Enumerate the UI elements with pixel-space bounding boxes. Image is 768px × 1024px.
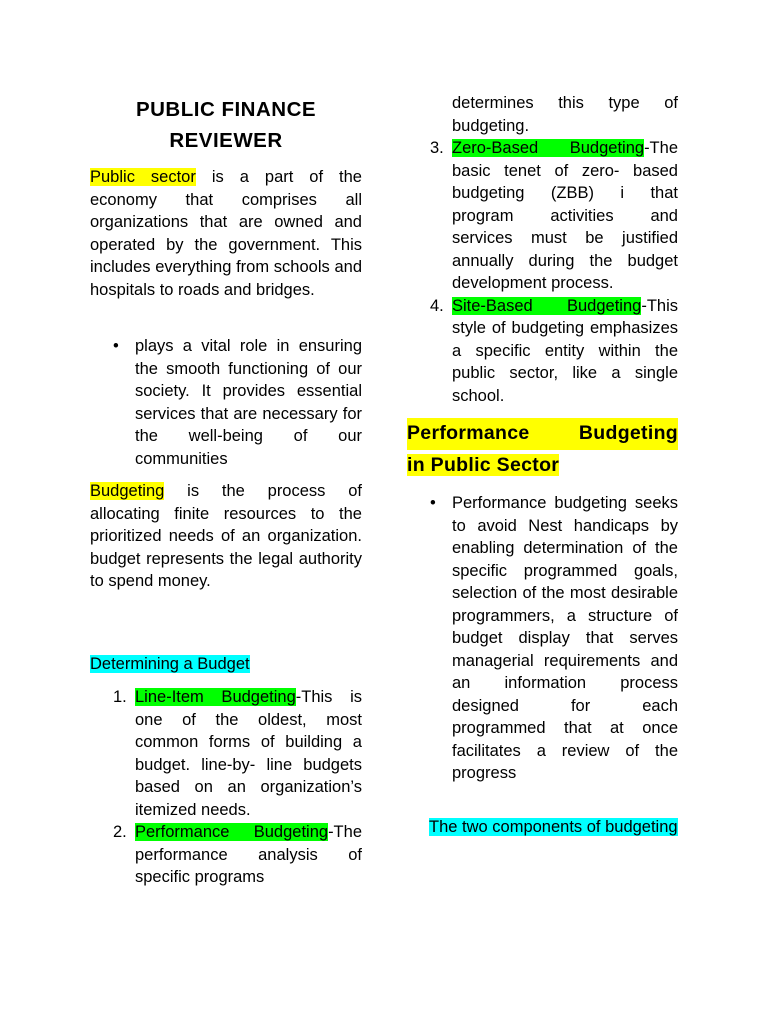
- title-line-2: REVIEWER: [169, 129, 283, 152]
- budget-types-list-left: [113, 686, 362, 889]
- item-number: 1.: [113, 688, 127, 706]
- components-heading: [429, 816, 678, 839]
- bullet-text: Performance budgeting seeks to avoid Nest handicaps by enabling determination of the specific programmed goals, selection of the most desirable programmers, a structure of budget display that serves managerial requirements and an information process designed for each programmed that at once facilitates a review of the progress: [452, 494, 678, 782]
- item-text: [452, 137, 678, 295]
- heading-line-2-text: in Public Sector: [407, 453, 560, 476]
- item-description: -The basic tenet of zero- based budgeting (ZBB) i that program activities and services must be justified annually during the budget development process.: [452, 139, 678, 292]
- public-sector-text: is a part of the economy that comprises all organizations that are owned and operated by the government. This includes everything from schools and hospitals to roads and bridges.: [90, 168, 362, 299]
- public-sector-bullets: [113, 335, 362, 470]
- heading-line-1-text: Performance Budgeting: [407, 418, 678, 450]
- heading-line-2: [407, 450, 678, 482]
- item-description: -This is one of the oldest, most common forms of building a budget. line-by- line budgets based on an organization’s itemized needs.: [135, 688, 362, 819]
- bullet-dot-icon: •: [430, 494, 436, 512]
- budgeting-term: Budgeting: [90, 482, 165, 500]
- heading-line-1: [407, 418, 678, 450]
- public-sector-paragraph: [90, 166, 362, 301]
- item-term: Performance Budgeting: [135, 823, 329, 841]
- item-text: [135, 686, 362, 821]
- determining-budget-heading: [90, 653, 250, 676]
- components-text: The two components of budgeting: [429, 818, 678, 836]
- list-item: [430, 492, 678, 785]
- item-description: -The performance analysis of specific programs: [135, 823, 362, 886]
- list-item: [113, 686, 362, 821]
- document-title: [90, 94, 362, 156]
- item-text: [135, 821, 362, 889]
- determining-budget-label: Determining a Budget: [90, 655, 250, 673]
- list-item: [430, 137, 678, 295]
- item-text: [452, 295, 678, 408]
- budgeting-text: is the process of allocating finite resources to the prioritized needs of an organization. budget represents the legal authority to spend money.: [90, 482, 362, 590]
- bullet-dot-icon: •: [113, 337, 119, 355]
- item-number: 2.: [113, 823, 127, 841]
- list-item: [113, 335, 362, 470]
- bullet-text: plays a vital role in ensuring the smooth functioning of our society. It provides essential services that are necessary for the well-being of our communities: [135, 337, 362, 468]
- list-item: [113, 821, 362, 889]
- item-term: Zero-Based Budgeting: [452, 139, 645, 157]
- budgeting-paragraph: [90, 480, 362, 593]
- title-line-1: PUBLIC FINANCE: [135, 98, 317, 121]
- budget-types-list-right: [430, 137, 678, 407]
- continuation-text: determines this type of budgeting.: [452, 94, 678, 135]
- item-number: 3.: [430, 139, 444, 157]
- performance-budgeting-heading: [407, 418, 678, 481]
- list-item: [430, 295, 678, 408]
- item-description: -This style of budgeting emphasizes a specific entity within the public sector, like a single school.: [452, 296, 678, 405]
- item-term: Site-Based Budgeting: [452, 296, 642, 315]
- item-number: 4.: [430, 296, 444, 315]
- public-sector-term: Public sector: [90, 168, 196, 186]
- item-term: Line-Item Budgeting: [135, 688, 296, 706]
- performance-bullets: [430, 492, 678, 785]
